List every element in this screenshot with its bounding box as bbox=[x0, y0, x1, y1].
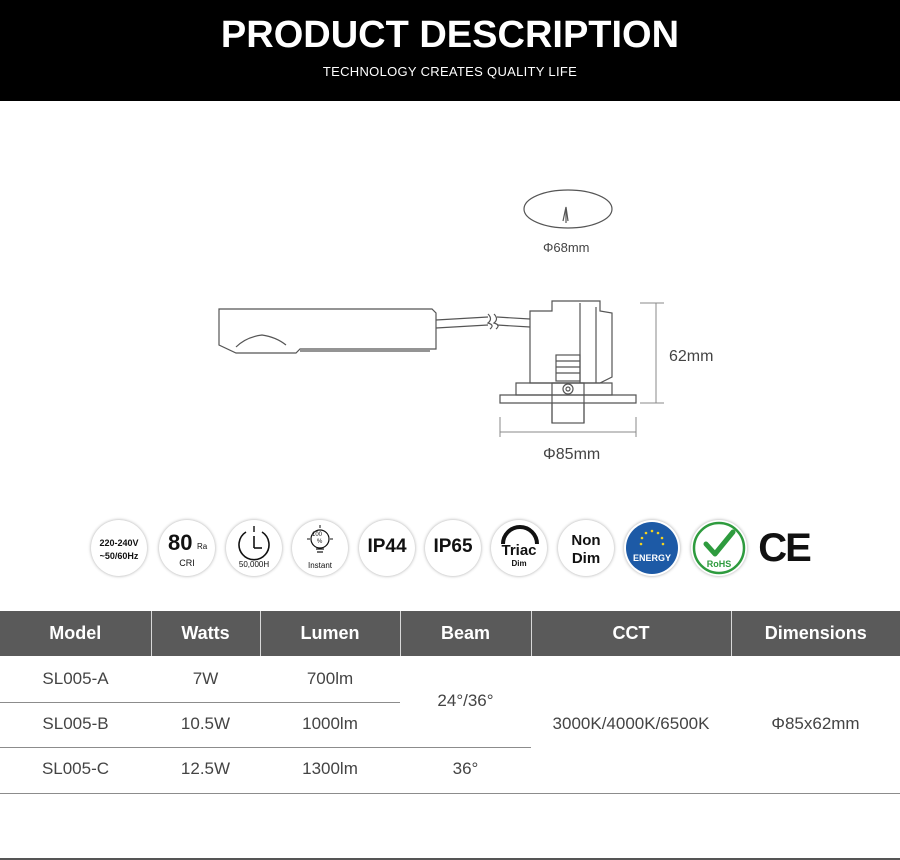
table-bottom-line bbox=[0, 793, 900, 794]
fitting-body-shape bbox=[530, 301, 612, 383]
watts-cell: 7W bbox=[192, 668, 219, 688]
cri-value: 80 bbox=[168, 530, 193, 555]
specification-table bbox=[0, 611, 900, 791]
clock-icon bbox=[226, 524, 282, 564]
instant-value: 100 bbox=[312, 532, 323, 538]
model-cell: SL005-A bbox=[42, 668, 109, 688]
beam-cell: 24°/36° bbox=[437, 691, 494, 710]
height-label: 62mm bbox=[669, 348, 714, 365]
ip65-badge bbox=[425, 520, 481, 576]
triac-dim-badge bbox=[491, 520, 547, 576]
triac-text: Triac bbox=[501, 542, 537, 559]
watts-cell: 12.5W bbox=[180, 758, 231, 778]
eu-energy-icon bbox=[624, 520, 680, 576]
lifespan-badge bbox=[226, 520, 282, 576]
ce-mark: CE bbox=[758, 526, 810, 570]
row-divider bbox=[0, 702, 400, 703]
ip44-text: IP44 bbox=[367, 536, 407, 557]
non-dim-badge bbox=[558, 520, 614, 576]
frequency-text: ~50/60Hz bbox=[99, 551, 139, 561]
cutout-diameter-label: Φ68mm bbox=[543, 240, 590, 255]
lumen-cell: 1000lm bbox=[302, 713, 358, 733]
column-header-dimensions: Dimensions bbox=[731, 611, 900, 656]
dimensions-cell: Φ85x62mm bbox=[771, 713, 860, 733]
technical-drawing bbox=[0, 101, 900, 511]
model-cell: SL005-C bbox=[41, 758, 110, 778]
lifespan-label: 50,000H bbox=[238, 560, 270, 569]
driver-box-shape bbox=[219, 309, 436, 353]
diameter-label: Φ85mm bbox=[543, 446, 601, 463]
page-subtitle: TECHNOLOGY CREATES QUALITY LIFE bbox=[322, 64, 578, 79]
column-header-cct: CCT bbox=[531, 611, 731, 656]
instant-on-badge bbox=[292, 520, 348, 576]
cri-label: CRI bbox=[179, 558, 195, 568]
energy-badge bbox=[624, 520, 680, 576]
triac-sub-text: Dim bbox=[511, 559, 527, 568]
row-divider bbox=[0, 747, 531, 748]
ip44-badge bbox=[359, 520, 415, 576]
rohs-badge bbox=[691, 520, 747, 576]
column-header-model: Model bbox=[0, 611, 151, 656]
trim-flange-shape bbox=[500, 395, 636, 403]
non-dim-line1: Non bbox=[571, 532, 601, 549]
cri-unit: Ra bbox=[197, 542, 208, 551]
beam-cell: 36° bbox=[452, 758, 479, 778]
voltage-range-text: 220-240V bbox=[99, 538, 139, 548]
non-dim-line2: Dim bbox=[571, 550, 601, 567]
instant-label: Instant bbox=[307, 561, 332, 570]
cutout-hole-shape bbox=[524, 190, 612, 228]
product-line-drawing bbox=[0, 101, 900, 511]
table-header-row bbox=[0, 611, 900, 656]
model-cell: SL005-B bbox=[42, 713, 109, 733]
cct-cell: 3000K/4000K/6500K bbox=[552, 713, 710, 733]
page-header bbox=[0, 0, 900, 101]
table-row bbox=[0, 656, 900, 701]
feature-badges bbox=[0, 520, 900, 585]
page-title: PRODUCT DESCRIPTION bbox=[220, 14, 680, 56]
ip65-text: IP65 bbox=[433, 536, 473, 557]
column-header-lumen: Lumen bbox=[260, 611, 400, 656]
rohs-text: RoHS bbox=[706, 559, 732, 569]
lumen-cell: 700lm bbox=[306, 668, 354, 688]
column-header-watts: Watts bbox=[151, 611, 260, 656]
instant-unit: % bbox=[317, 539, 323, 545]
cri-badge bbox=[159, 520, 215, 576]
voltage-badge bbox=[91, 520, 147, 576]
column-header-beam: Beam bbox=[400, 611, 531, 656]
lumen-cell: 1300lm bbox=[302, 758, 358, 778]
watts-cell: 10.5W bbox=[180, 713, 231, 733]
energy-text: ENERGY bbox=[632, 553, 671, 563]
